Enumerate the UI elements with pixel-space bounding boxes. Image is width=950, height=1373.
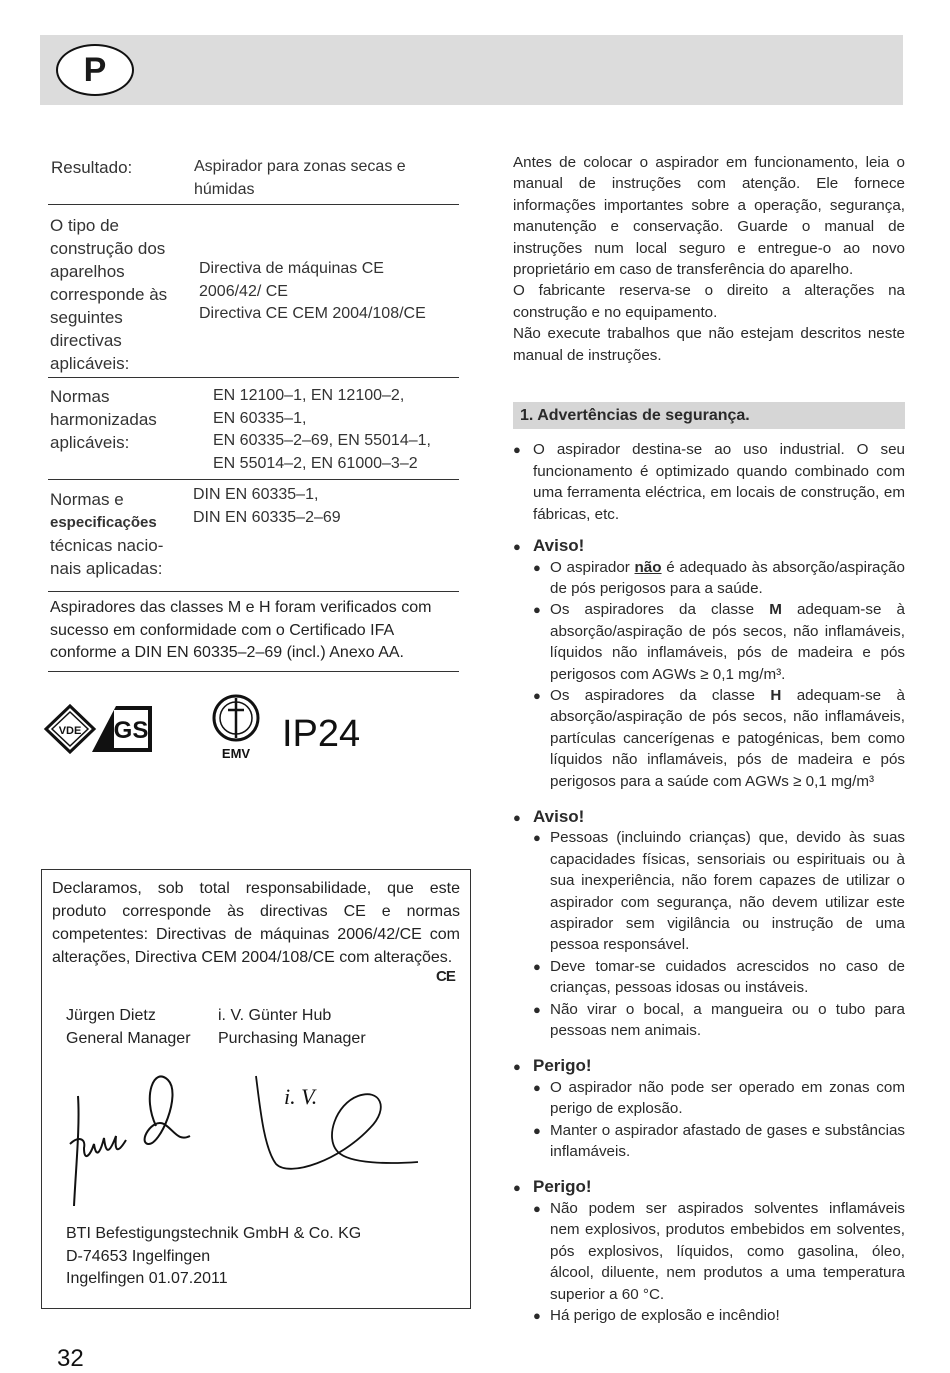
spec-row-directives <box>48 205 459 378</box>
spec-value <box>213 385 459 479</box>
danger-item: ● O aspirador não pode ser operado em zonas com perigo de explosão. <box>513 1077 905 1120</box>
spec-label-line: especificações <box>50 514 157 531</box>
vde-mark-icon <box>46 706 94 752</box>
warning-emphasis: H <box>770 686 782 704</box>
industrial-use-bullet: ● O aspirador destina-se ao uso industrial. O seu funcionamento é optimizado quando combinado com uma ferramenta eléctrica, em locais de construção, em fábricas, etc. <box>513 439 905 525</box>
signature-2-text: i. V. <box>284 1084 318 1109</box>
signer-1-title: General Manager <box>66 1030 191 1047</box>
spec-label: Normas harmonizadas aplicáveis: <box>50 387 157 452</box>
declaration-box <box>41 869 471 1309</box>
warning-heading: ● Aviso! <box>513 535 905 556</box>
section-heading: 1. Advertências de segurança. <box>513 402 905 429</box>
warning-text: Os aspiradores da classe <box>550 686 755 704</box>
spec-value: Aspirador para zonas secas e húmidas <box>194 158 406 198</box>
danger-heading: ● Perigo! <box>513 1055 905 1076</box>
certification-marks <box>40 688 460 768</box>
spec-label: O tipo de construção dos aparelhos corresponde às seguintes directivas aplicáveis: <box>50 216 168 373</box>
spec-value <box>193 484 459 591</box>
warning-item <box>513 557 905 600</box>
spec-label <box>48 488 193 591</box>
spec-row-national <box>48 480 459 591</box>
warning-text: O aspirador <box>550 558 630 576</box>
warning-item <box>513 685 905 792</box>
safety-instructions <box>513 152 905 1326</box>
language-badge <box>56 44 134 96</box>
warning-emphasis: não <box>634 558 662 576</box>
intro-paragraph: O fabricante reserva-se o direito a alterações na construção e no equipamento. <box>513 282 905 321</box>
spec-label-line: nais aplicadas: <box>50 559 163 578</box>
signer-1-name: Jürgen Dietz <box>66 1007 156 1024</box>
header-band <box>40 35 903 105</box>
intro-paragraph: Não execute trabalhos que não estejam descritos neste manual de instruções. <box>513 325 905 364</box>
company-city: D-74653 Ingelfingen <box>66 1247 211 1265</box>
spec-table <box>48 150 459 672</box>
warning-item: ● Pessoas (incluindo crianças) que, devido às suas capacidades físicas, sensoriais ou espirituais ou à sua inexperiência, não forem capazes de utilizar o aspirador com segurança, não devem utilizar este aspirador sem vigilância ou instrução de uma pessoa responsável. <box>513 827 905 955</box>
company-name: BTI Befestigungstechnik GmbH & Co. KG <box>66 1225 362 1242</box>
spec-label: Resultado: <box>51 158 133 177</box>
spec-value-line: EN 60335–1, <box>213 409 307 427</box>
spec-label-line: Normas e <box>50 490 124 509</box>
intro-paragraph: Antes de colocar o aspirador em funcionamento, leia o manual de instruções com atenção. Ele fornece informações importantes sobre a operação, segurança, manutenção e conservação. Guarde o manual de instruções num local seguro e entregue-o ao novo proprietário em caso de transferência do aparelho. <box>513 154 905 279</box>
spec-row-harmonised <box>48 378 459 480</box>
spec-value <box>199 214 459 377</box>
warning-text: é adequado às absorção/aspiração de pós perigosos para a saúde. <box>550 558 905 597</box>
emv-mark-label: EMV <box>221 746 251 761</box>
marks-svg <box>40 688 460 768</box>
vde-mark-label: VDE <box>58 725 82 737</box>
signer-2 <box>218 1004 366 1050</box>
signer-1 <box>66 1004 191 1050</box>
danger-item: ● Há perigo de explosão e incêndio! <box>513 1305 905 1326</box>
spec-value-line: EN 12100–1, EN 12100–2, <box>213 387 405 404</box>
warning-emphasis: M <box>769 601 782 619</box>
signer-2-title: Purchasing Manager <box>218 1030 366 1047</box>
warning-text: adequam-se à absorção/aspiração de pós secos, não inflamáveis, líquidos não inflamáveis, pós de madeira e pós perigosos com AGWs ≥ 0,1 mg/m³. <box>550 601 905 683</box>
danger-item: ● Manter o aspirador afastado de gases e substâncias inflamáveis. <box>513 1120 905 1163</box>
warning-item: ● Não virar o bocal, a mangueira ou o tubo para pessoas nem animais. <box>513 999 905 1042</box>
ifa-certificate-note: Aspiradores das classes M e H foram verificados com sucesso em conformidade com o Certificado IFA conforme a DIN EN 60335–2–69 (incl.) Anexo AA. <box>48 591 459 672</box>
spec-label-line: técnicas nacio- <box>50 536 164 555</box>
gs-mark-label: GS <box>113 717 149 744</box>
ce-mark-icon: CE <box>436 968 455 985</box>
spec-value-line: EN 60335–2–69, EN 55014–1, <box>213 432 431 449</box>
declaration-date: Ingelfingen 01.07.2011 <box>66 1270 228 1287</box>
gs-mark-icon <box>92 706 152 752</box>
ip-rating: IP24 <box>282 713 361 755</box>
spec-value-line: EN 55014–2, EN 61000–3–2 <box>213 454 418 472</box>
warning-text: Os aspiradores da classe <box>550 601 755 619</box>
signer-2-name: i. V. Günter Hub <box>218 1007 332 1024</box>
signature-2-icon <box>250 1068 430 1178</box>
spec-value-line: Directiva CE CEM 2004/108/CE <box>199 305 426 322</box>
declaration-text: Declaramos, sob total responsabilidade, que este produto corresponde às directivas CE e normas competentes: Directivas de máquinas 2006/42/CE com alterações, Directiva CEM 2004/108/CE com alterações. <box>52 880 460 966</box>
spec-value-line: Directiva de máquinas CE 2006/42/ CE <box>199 260 384 300</box>
warning-item <box>513 599 905 685</box>
warning-item: ● Deve tomar-se cuidados acrescidos no caso de crianças, pessoas idosas ou instáveis. <box>513 956 905 999</box>
page-number: 32 <box>57 1345 84 1372</box>
signature-1-icon <box>64 1066 214 1216</box>
spec-value-line: DIN EN 60335–1, <box>193 486 319 503</box>
spec-row-result <box>48 150 459 205</box>
danger-item: ● Não podem ser aspirados solventes inflamáveis nem explosivos, produtos embebidos em solventes, pós explosivos, líquidos, como gasolina, óleo, álcool, diluente, nem produtos a uma temperatura superior a 60 °C. <box>513 1198 905 1305</box>
spec-value-line: DIN EN 60335–2–69 <box>193 508 341 526</box>
emv-vde-mark-icon <box>214 696 258 761</box>
danger-heading: ● Perigo! <box>513 1176 905 1197</box>
language-code: P <box>83 50 107 89</box>
warning-heading: ● Aviso! <box>513 806 905 827</box>
company-address <box>66 1223 361 1291</box>
warning-text: adequam-se à absorção/aspiração de pós secos, não inflamáveis, partículas cancerígenas e patogénicas, bem como líquidos não inflamáveis, pós de madeira e pós perigosos para a saúde com AGWs ≥ 0,1 mg/m³ <box>550 686 905 790</box>
